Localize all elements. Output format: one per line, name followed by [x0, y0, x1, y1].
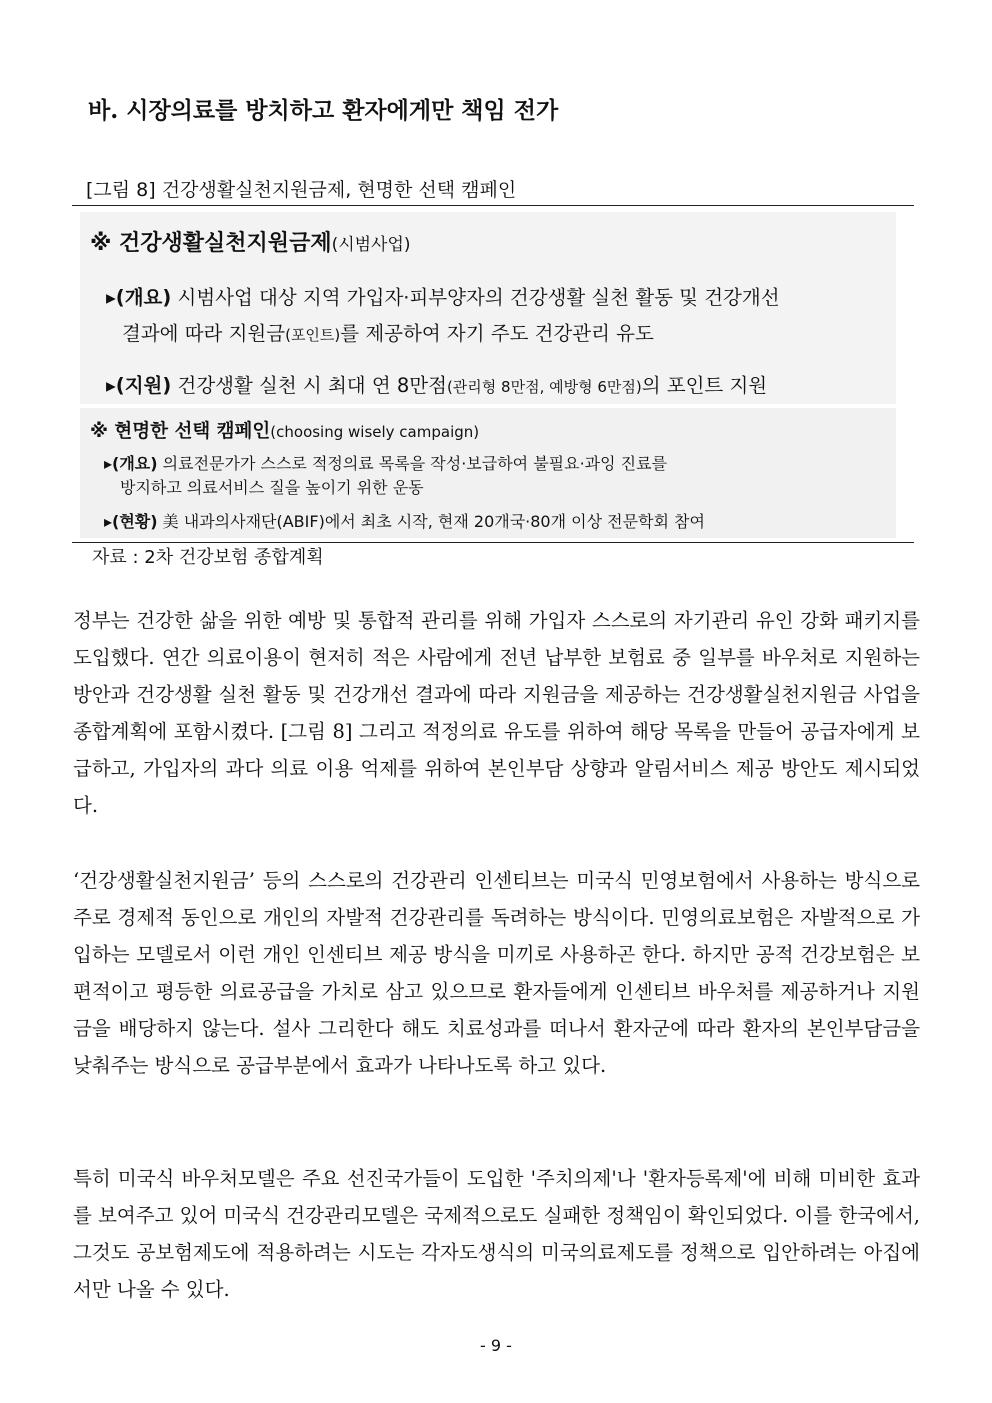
panel1-support-text-b: 의 포인트 지원	[641, 374, 768, 397]
figure-source: 자료 : 2차 건강보험 종합계획	[92, 547, 324, 568]
panel1-overview-text2b: 를 제공하여 자기 주도 건강관리 유도	[340, 322, 654, 345]
panel2-status-text: 美 내과의사재단(ABIF)에서 최초 시작, 현재 20개국·80개 이상 전문학회 참여	[157, 512, 705, 531]
body-paragraph-1: 정부는 건강한 삶을 위한 예방 및 통합적 관리를 위해 가입자 스스로의 자기관리 유인 강화 패키지를 도입했다. 연간 의료이용이 현저히 적은 사람에게 전년 납부한 보험료 중 일부를 바우처로 지원하는 방안과 건강생활 실천 활동 및 건강개선 결과에 따라 지원금을 제공하는 건강생활실천지원금 사업을 종합계획에 포함시켰다. [그림 8] 그리고 적정의료 유도를 위하여 해당 목록을 만들어 공급자에게 보급하고, 가입자의 과다 의료 이용 억제를 위하여 본인부담 상향과 알림서비스 제공 방안도 제시되었다.	[73, 609, 920, 817]
panel1-title-main: ※ 건강생활실천지원금제	[90, 231, 332, 256]
body-paragraph-2: ‘건강생활실천지원금’ 등의 스스로의 건강관리 인센티브는 미국식 민영보험에서 사용하는 방식으로 주로 경제적 동인으로 개인의 자발적 건강관리를 독려하는 방식이다. 민영의료보험은 자발적으로 가입하는 모델로서 이런 개인 인센티브 제공 방식을 미끼로 사용하곤 한다. 하지만 공적 건강보험은 보편적이고 평등한 의료공급을 가치로 삼고 있으므로 환자들에게 인센티브 바우처를 제공하거나 지원금을 배당하지 않는다. 설사 그리한다 해도 치료성과를 떠나서 환자군에 따라 환자의 본인부담금을 낮춰주는 방식으로 공급부분에서 효과가 나타나도록 하고 있다.	[73, 869, 920, 1077]
panel1-overview-label: ▸(개요)	[106, 286, 172, 309]
section-heading: 바. 시장의료를 방치하고 환자에게만 책임 전가	[88, 97, 559, 124]
panel2-title	[90, 417, 479, 443]
panel2-overview-label: ▸(개요)	[104, 454, 158, 473]
panel1-overview-text2-small: (포인트)	[285, 326, 341, 344]
panel1-overview-line2	[122, 318, 654, 346]
figure-top-rule	[72, 205, 914, 206]
panel1-overview-text2a: 결과에 따라 지원금	[122, 322, 286, 345]
panel2-title-sub: (choosing wisely campaign)	[270, 423, 480, 441]
body-paragraph-3: 특히 미국식 바우처모델은 주요 선진국가들이 도입한 '주치의제'나 '환자등록제'에 비해 미비한 효과를 보여주고 있어 미국식 건강관리모델은 국제적으로도 실패한 정책임이 확인되었다. 이를 한국에서, 그것도 공보험제도에 적용하려는 시도는 각자도생식의 미국의료제도를 정책으로 입안하려는 아집에서만 나올 수 있다.	[73, 1167, 920, 1301]
panel1-support-label: ▸(지원)	[106, 374, 172, 397]
panel2-overview-line1	[104, 451, 667, 474]
panel1-overview-text1: 시범사업 대상 지역 가입자·피부양자의 건강생활 실천 활동 및 건강개선	[171, 286, 780, 309]
panel1-title-sub: (시범사업)	[331, 235, 411, 255]
panel1-support-text-small: (관리형 8만점, 예방형 6만점)	[446, 378, 642, 396]
page-number: - 9 -	[480, 1336, 512, 1355]
figure-caption: [그림 8] 건강생활실천지원금제, 현명한 선택 캠페인	[86, 179, 517, 201]
panel2-title-main: ※ 현명한 선택 캠페인	[90, 421, 271, 442]
panel2-status-label: ▸(현황)	[104, 512, 158, 531]
panel2-status-line	[104, 509, 705, 532]
panel1-title	[90, 226, 411, 257]
panel-health-support-program	[80, 212, 896, 404]
panel-choosing-wisely	[80, 408, 896, 538]
panel1-support-line	[106, 370, 767, 398]
panel1-support-text-a: 건강생활 실천 시 최대 연 8만점	[171, 374, 447, 397]
panel2-overview-text1: 의료전문가가 스스로 적정의료 목록을 작성·보급하여 불필요·과잉 진료를	[157, 454, 668, 473]
panel1-overview-line1	[106, 282, 780, 310]
panel2-overview-line2: 방지하고 의료서비스 질을 높이기 위한 운동	[120, 478, 424, 497]
